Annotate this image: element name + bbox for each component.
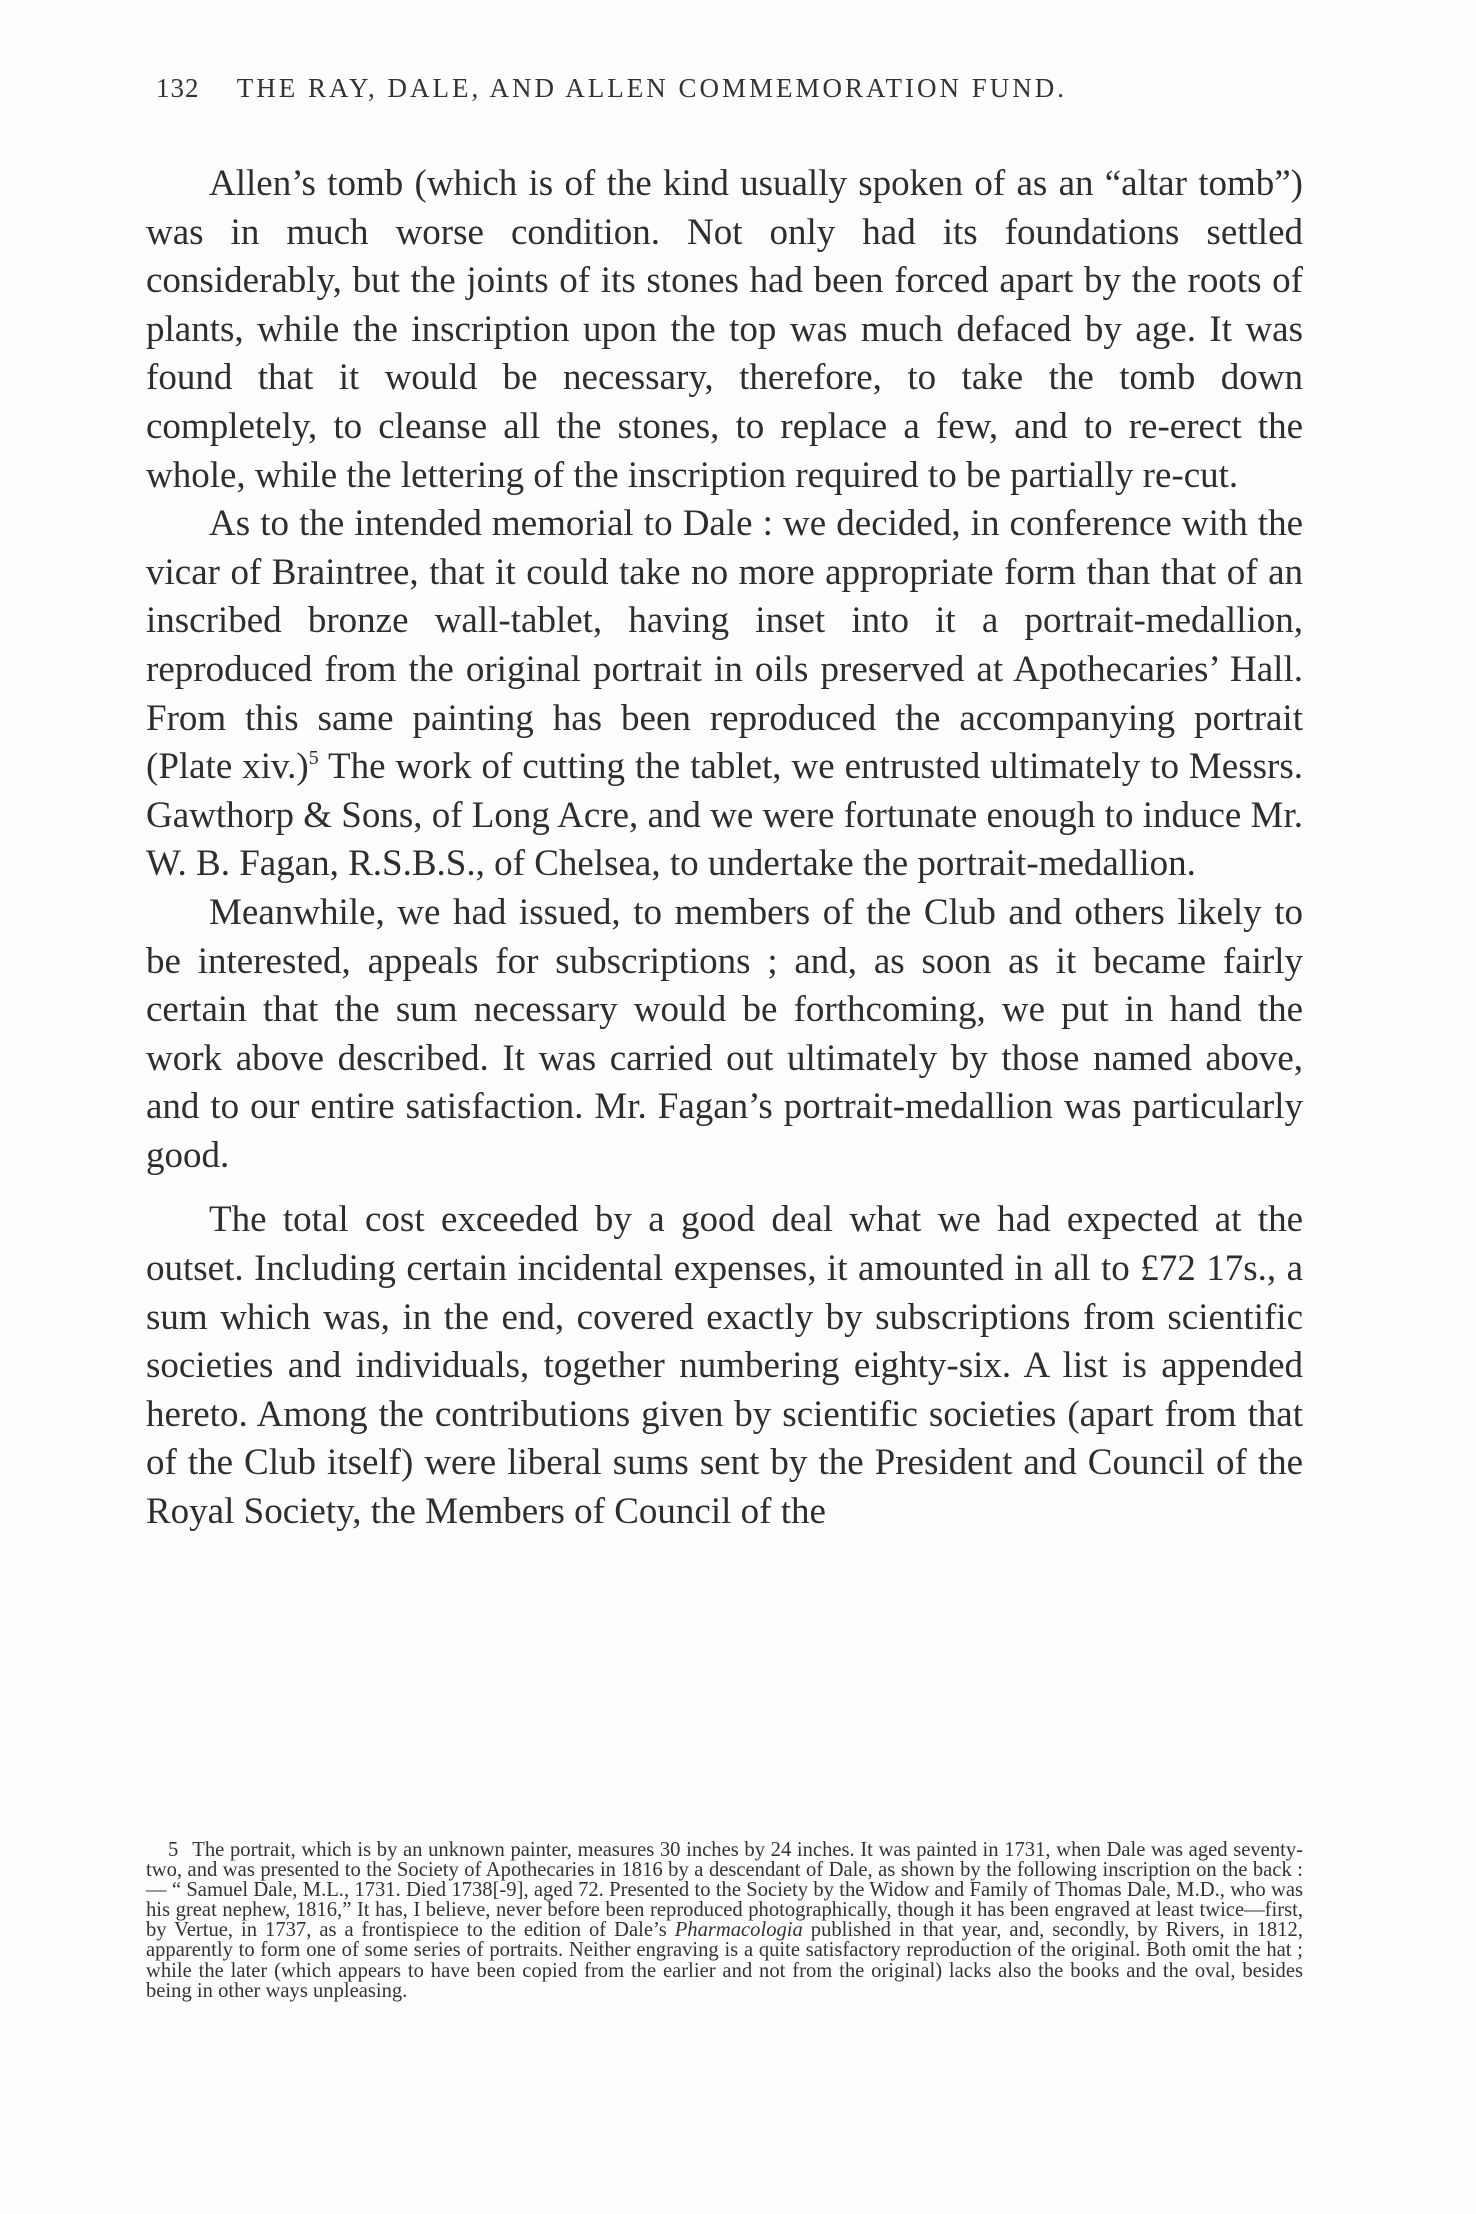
footnote-number: 5 (168, 1839, 179, 1861)
paragraph: Meanwhile, we had issued, to members of the Club and others likely to be interested, appeals for subscriptions ; and, as soon as it became fairly certain that the sum necessary would be forthcoming, we put in hand the work above described. It was carried out ultimately by those named above, and to our entire satisfaction. Mr. Fagan’s portrait-medallion was particularly good. (146, 891, 1303, 1176)
book-title: Pharmacologia (674, 1919, 803, 1942)
paragraph-text: As to the intended memorial to Dale : we decided, in conference with the vicar of Braintree, that it could take no more appropriate form than that of an inscribed bronze wall-tablet, having inset into it a portrait-medallion, reproduced from the original portrait in oils preserved at Apothecaries’ Hall. From this same painting has been reproduced the accompanying portrait (Plate xiv.) (146, 503, 1303, 788)
paragraph-text: , a sum which was, in the end, covered exactly by subscriptions from scientific societies and individuals, together numbering eighty-six. A list is appended hereto. Among the contributions given by scientific societies (apart from that of the Club itself) were liberal sums sent by the President and Council of the Royal Society, the Members of Council of the (146, 1248, 1303, 1533)
cost-amount: £72 17s. (1140, 1248, 1267, 1290)
footnote-text: The portrait, which is by an unknown painter, measures 30 inches by 24 inches. It was painted in 1731, when Dale was aged seventy-two, and was presented to the Society of Apothecaries in 1816 by a descendant of Dale, as shown by the following inscription on the back :— “ Samuel Dale, M.L., 1731. Died 1738[-9], aged 72. Presented to the Society by the Widow and Family of Thomas Dale, M.D., who was his great nephew, 1816,” It has, I believe, never before been reproduced photographically, though it has been engraved at least twice—first, by Vertue, in 1737, as a frontispiece to the edition of Dale’s (146, 1839, 1303, 1942)
footnote (146, 1840, 1303, 2001)
paragraph-text: The work of cutting the tablet, we entrusted ultimately to Messrs. Gawthorp & Sons, of Long Acre, and we were fortunate enough to induce Mr. W. B. Fagan, R.S.B.S., of Chelsea, to undertake the portrait-medallion. (146, 746, 1303, 885)
footnote-reference: 5 (308, 747, 319, 770)
paragraph (146, 1196, 1303, 1536)
footnote-area (146, 1840, 1303, 2001)
footnote-text: published in that year, and, secondly, by Rivers, in 1812, apparently to form one of some series of portraits. Neither engraving is a quite satisfactory reproduction of the original. Both omit the hat ; while the later (which appears to have been copied from the earlier and not from the original) lacks also the books and the oval, besides being in other ways unpleasing. (146, 1919, 1303, 2002)
running-title: THE RAY, DALE, AND ALLEN COMMEMORATION FUND. (236, 73, 1068, 103)
paragraph-text: The total cost exceeded by a good deal what we had expected at the outset. Including certain incidental expenses, it amounted in all to (146, 1199, 1303, 1290)
body-text (146, 160, 1303, 1537)
paragraph (146, 500, 1303, 889)
paragraph: Allen’s tomb (which is of the kind usually spoken of as an “altar tomb”) was in much worse condition. Not only had its foundations settled considerably, but the joints of its stones had been forced apart by the roots of plants, while the inscription upon the top was much defaced by age. It was found that it would be necessary, therefore, to take the tomb down completely, to cleanse all the stones, to replace a few, and to re-erect the whole, while the lettering of the inscription required to be partially re-cut. (146, 163, 1303, 496)
page-number: 132 (156, 73, 200, 103)
running-header (156, 73, 1067, 104)
